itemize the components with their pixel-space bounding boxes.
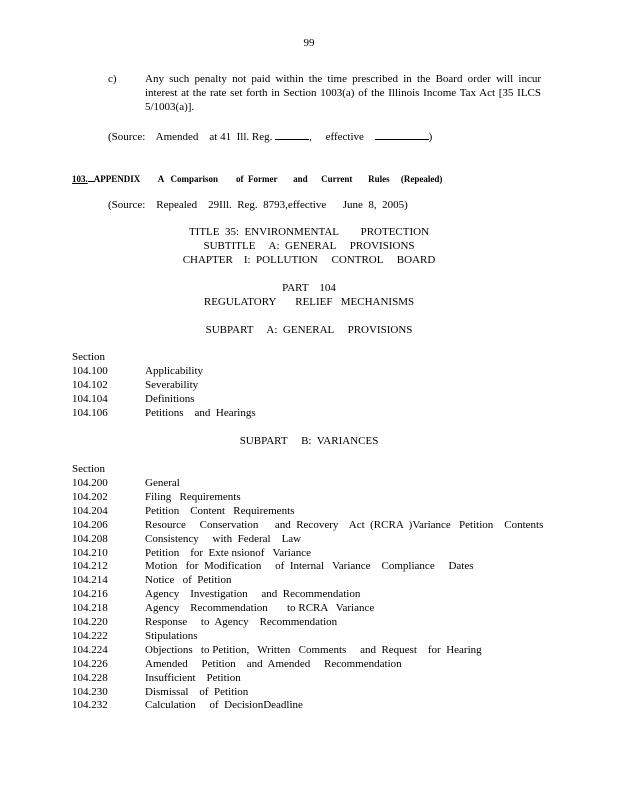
section-number: 104.208	[72, 532, 108, 545]
section-entry	[72, 532, 301, 546]
section-entry	[72, 601, 374, 615]
section-title: Notice of Petition	[145, 574, 232, 587]
source-amended-prefix: (Source: Amended at 41 Ill. Reg.	[108, 131, 273, 143]
item-c-text: Any such penalty not paid within the time prescribed in the Board order will incur interest at the rate set forth in Section 1003(a) of the Illinois Income Tax Act [35 ILCS 5/1003(a)].	[145, 73, 541, 113]
section-entry	[72, 504, 294, 518]
section-entry	[72, 476, 180, 490]
section-entry	[72, 587, 360, 601]
section-entry	[72, 518, 543, 532]
item-c-label: c)	[108, 73, 117, 85]
section-title: Dismissal of Petition	[145, 685, 249, 698]
section-title: Petition for Exte nsionof Variance	[145, 546, 311, 559]
section-number: 104.210	[72, 546, 108, 559]
subpart-a-heading: SUBPART A: GENERAL PROVISIONS	[205, 324, 413, 336]
section-title: Stipulations	[145, 629, 198, 642]
section-title: Objections to Petition, Written Comments and Request for Hearing	[145, 643, 482, 656]
part-title: REGULATORY RELIEF MECHANISMS	[203, 296, 415, 308]
section-entry	[72, 698, 303, 712]
section-entry	[72, 364, 203, 378]
section-entry	[72, 615, 337, 629]
section-number: 104.212	[72, 560, 108, 573]
section-title: Calculation of DecisionDeadline	[145, 699, 303, 712]
section-title: General	[145, 477, 180, 489]
section-title: Applicability	[145, 365, 204, 377]
section-number: 104.232	[72, 699, 108, 712]
section-entry	[72, 406, 256, 420]
source-repealed-note: (Source: Repealed 29Ill. Reg. 8793,effective June 8, 2005)	[108, 199, 408, 211]
section-entry	[72, 546, 311, 560]
section-number: 104.102	[72, 379, 108, 391]
section-title: Petition Content Requirements	[145, 504, 295, 517]
source-amended-suffix: )	[428, 131, 433, 143]
blank-register-page	[275, 128, 309, 140]
section-number: 104.204	[72, 504, 108, 517]
section-entry	[72, 573, 231, 587]
source-amended-note	[108, 128, 432, 144]
blank-effective-date	[375, 128, 429, 140]
section-entry	[72, 629, 198, 643]
section-number: 104.100	[72, 365, 108, 377]
title-line: TITLE 35: ENVIRONMENTAL PROTECTION	[188, 226, 430, 238]
section-entry	[72, 392, 195, 406]
section-title: Agency Recommendation to RCRA Variance	[145, 602, 375, 615]
page-number: 99	[303, 37, 315, 49]
section-entry	[72, 643, 482, 657]
section-number: 104.220	[72, 616, 108, 628]
section-number: 104.106	[72, 407, 108, 419]
section-entry	[72, 490, 241, 504]
section-number: 104.228	[72, 671, 108, 684]
section-number: 104.218	[72, 602, 108, 615]
section-number: 104.202	[72, 490, 108, 503]
chapter-line: CHAPTER I: POLLUTION CONTROL BOARD	[182, 254, 436, 266]
section-title: Filing Requirements	[145, 490, 241, 503]
section-title: Petitions and Hearings	[145, 407, 256, 419]
section-title: Response to Agency Recommendation	[145, 616, 338, 628]
section-number: 104.206	[72, 518, 108, 531]
section-number: 104.222	[72, 629, 108, 642]
section-number: 104.230	[72, 685, 108, 698]
subpart-a-section-label: Section	[72, 351, 105, 363]
subpart-b-section-label: Section	[72, 463, 105, 475]
section-title: Consistency with Federal Law	[145, 532, 302, 545]
section-entry	[72, 559, 474, 573]
section-entry	[72, 671, 241, 685]
appendix-title: APPENDIX A Comparison of Former and Current Rules (Repealed)	[93, 174, 443, 184]
section-entry	[72, 685, 248, 699]
section-entry	[72, 378, 198, 392]
section-number: 104.214	[72, 574, 108, 587]
subtitle-line: SUBTITLE A: GENERAL PROVISIONS	[203, 240, 415, 252]
appendix-heading	[72, 172, 442, 186]
subpart-b-heading: SUBPART B: VARIANCES	[239, 435, 379, 447]
section-number: 104.216	[72, 588, 108, 601]
part-number: PART 104	[282, 282, 336, 294]
section-title: Amended Petition and Amended Recommendation	[145, 657, 402, 670]
section-title: Definitions	[145, 393, 195, 405]
section-title: Agency Investigation and Recommendation	[145, 588, 361, 601]
section-title: Severability	[145, 379, 199, 391]
section-number: 104.200	[72, 477, 108, 489]
source-amended-middle: , effective	[309, 131, 364, 143]
section-title: Motion for Modification of Internal Variance Compliance Dates	[145, 560, 474, 573]
section-number: 104.104	[72, 393, 108, 405]
appendix-number: 103.	[72, 174, 88, 184]
section-title: Insufficient Petition	[145, 671, 241, 684]
section-entry	[72, 657, 402, 671]
section-number: 104.224	[72, 643, 108, 656]
section-title: Resource Conservation and Recovery Act (RCRA )Variance Petition Contents	[145, 518, 544, 531]
section-number: 104.226	[72, 657, 108, 670]
